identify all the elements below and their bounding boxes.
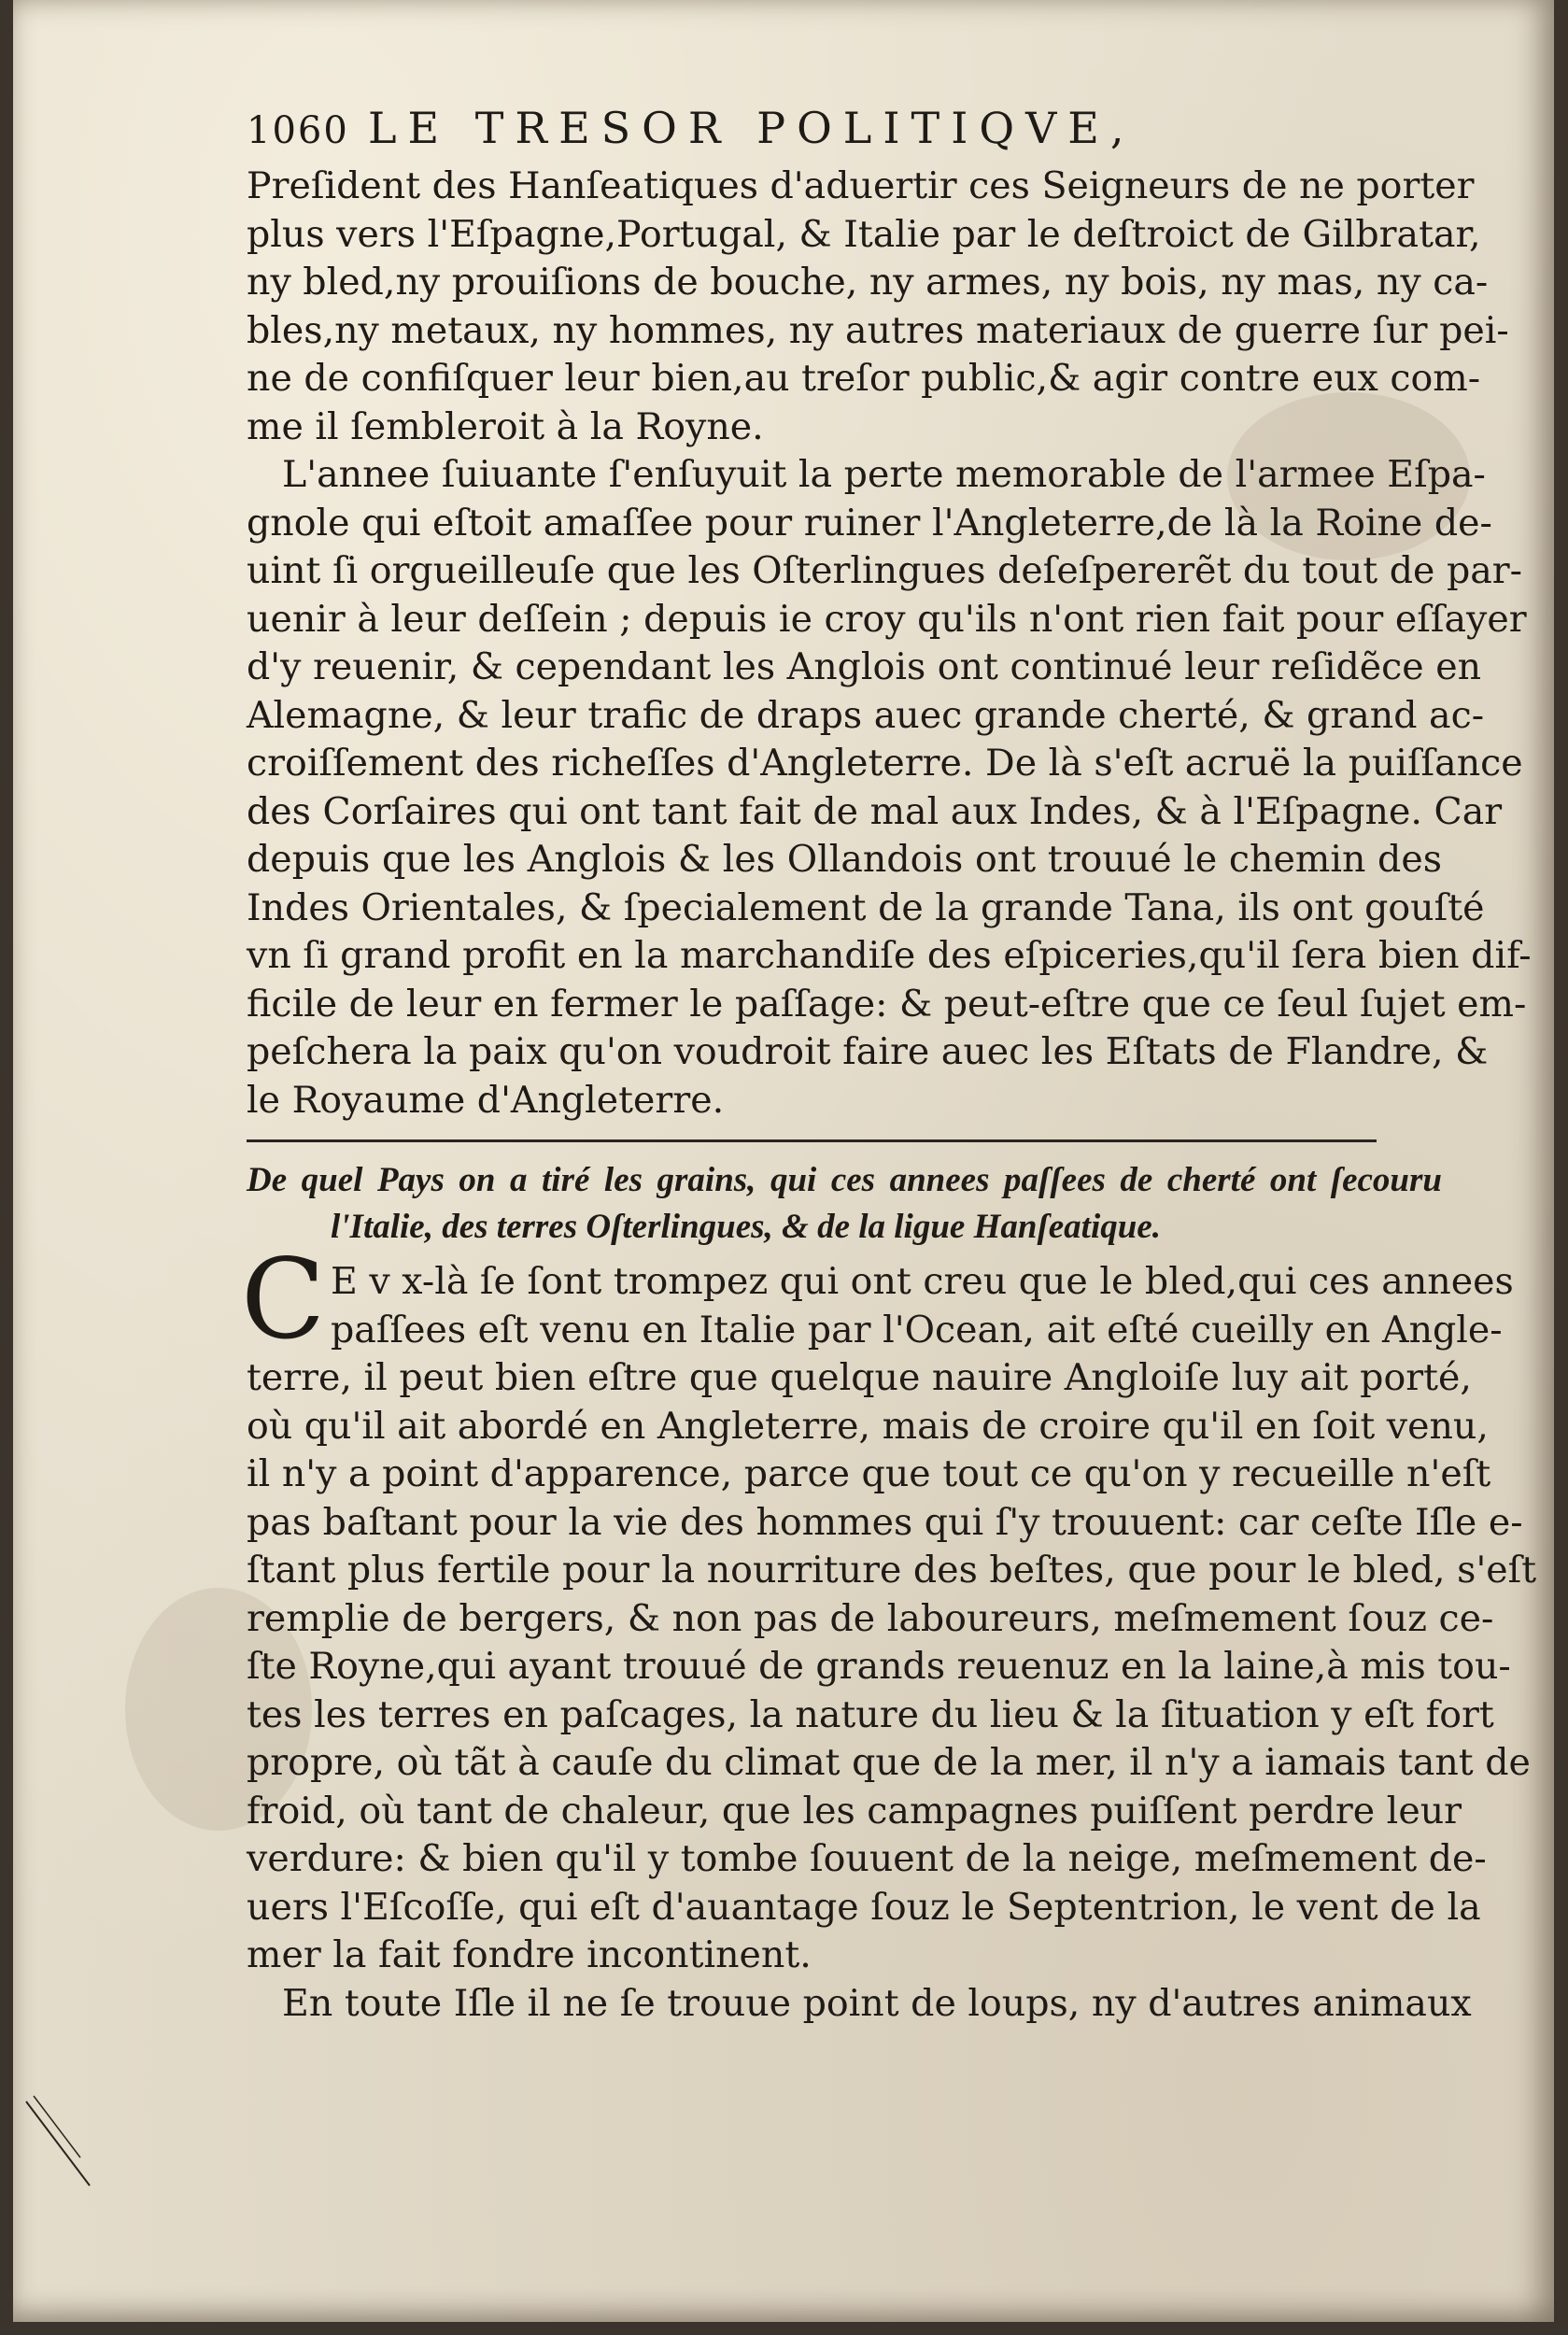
text-line: le Royaume d'Angleterre. [247,1078,725,1122]
text-line: peſchera la paix qu'on voudroit faire auec les Eſtats de Flandre, & [247,1030,1489,1073]
text-line: il n'y a point d'apparence, parce que tout ce qu'on y recueille n'eſt [247,1452,1491,1495]
text-line: pas baſtant pour la vie des hommes qui ſ'y trouuent: car ceſte Iſle e- [247,1500,1523,1544]
text-line: uers l'Eſcoſſe, qui eſt d'auantage ſouz le Septentrion, le vent de la [247,1885,1481,1929]
text-line: où qu'il ait abordé en Angleterre, mais de croire qu'il en ſoit venu, [247,1404,1489,1448]
text-line: uenir à leur deſſein ; depuis ie croy qu'ils n'ont rien fait pour eſſayer [247,597,1527,641]
paragraph-1 [247,163,1509,451]
heading-line: l'Italie, des terres Oſterlingues, & de la ligue Hanſeatique. [331,1208,1161,1246]
text-line: Alemagne, & leur trafic de draps auec grande cherté, & grand ac- [247,693,1485,737]
text-line: froid, où tant de chaleur, que les campagnes puiſſent perdre leur [247,1789,1462,1833]
text-line: depuis que les Anglois & les Ollandois ont trouué le chemin des [247,838,1442,881]
text-line: des Corſaires qui ont tant fait de mal aux Indes, & à l'Eſpagne. Car [247,789,1503,833]
running-title: LE TRESOR POLITIQVE, [368,103,1136,153]
text-line: ficile de leur en fermer le paſſage: & peut-eſtre que ce ſeul ſujet em- [247,982,1527,1026]
text-line: paſſees eſt venu en Italie par l'Ocean, ait eſté cueilly en Angle- [331,1308,1503,1351]
text-line: propre, où tãt à cauſe du climat que de la mer, il n'y a iamais tant de [247,1741,1531,1784]
text-line: plus vers l'Eſpagne,Portugal, & Italie par le deſtroict de Gilbratar, [247,212,1481,256]
text-line: terre, il peut bien eſtre que quelque nauire Angloiſe luy ait porté, [247,1356,1472,1399]
text-line: croiſſement des richeſſes d'Angleterre. De là s'eſt acruë la puiſſance [247,742,1523,785]
text-line: En toute Iſle il ne ſe trouue point de loups, ny d'autres animaux [282,1981,1472,2025]
text-line: gnole qui eſtoit amaſſee pour ruiner l'Angleterre,de là la Roine de- [247,501,1492,545]
section-rule [247,1139,1377,1142]
text-line: verdure: & bien qu'il y tombe ſouuent de la neige, meſmement de- [247,1837,1487,1880]
paragraph-3 [241,1235,1537,1980]
text-line: tes les terres en paſcages, la nature du lieu & la ſituation y eſt fort [247,1692,1494,1736]
paragraph-4 [247,1980,1472,2029]
text-line: ne de confiſquer leur bien,au treſor public,& agir contre eux com- [247,357,1481,400]
text-line: d'y reuenir, & cependant les Anglois ont continué leur reſidẽce en [247,645,1482,688]
paragraph-2 [247,451,1532,1125]
text-line: bles,ny metaux, ny hommes, ny autres materiaux de guerre ſur pei- [247,308,1509,352]
text-block [241,103,1537,2028]
text-line: mer la fait fondre incontinent. [247,1933,812,1976]
text-line: L'annee ſuiuante ſ'enſuyuit la perte memorable de l'armee Eſpa- [282,453,1486,496]
drop-cap: C [241,1235,326,1364]
text-line: Preſident des Hanſeatiques d'aduertir ces Seigneurs de ne porter [247,164,1475,207]
heading-line: De quel Pays on a tiré les grains, qui ces annees paſſees de cherté ont ſecouru [247,1161,1442,1199]
section-heading [247,1157,1442,1251]
text-line: ſtant plus fertile pour la nourriture des beſtes, que pour le bled, s'eſt [247,1549,1537,1592]
book-page [13,0,1554,2322]
text-line: ny bled,ny prouiſions de bouche, ny armes, ny bois, ny mas, ny ca- [247,261,1489,304]
text-line: vn ſi grand profit en la marchandiſe des eſpiceries,qu'il ſera bien dif- [247,934,1532,977]
text-line: E v x-là ſe ſont trompez qui ont creu que le bled,qui ces annees [331,1260,1514,1303]
text-line: uint ſi orgueilleuſe que les Oſterlingues deſeſpererẽt du tout de par- [247,549,1523,592]
ink-scratch-mark [24,2092,99,2195]
page-number: 1060 [247,109,349,152]
text-line: remplie de bergers, & non pas de laboureurs, meſmement ſouz ce- [247,1596,1494,1640]
text-line: me il ſembleroit à la Royne. [247,404,764,448]
text-line: ſte Royne,qui ayant trouué de grands reuenuz en la laine,à mis tou- [247,1645,1511,1688]
text-line: Indes Orientales, & ſpecialement de la grande Tana, ils ont gouſté [247,885,1485,929]
page-header [247,103,1442,163]
